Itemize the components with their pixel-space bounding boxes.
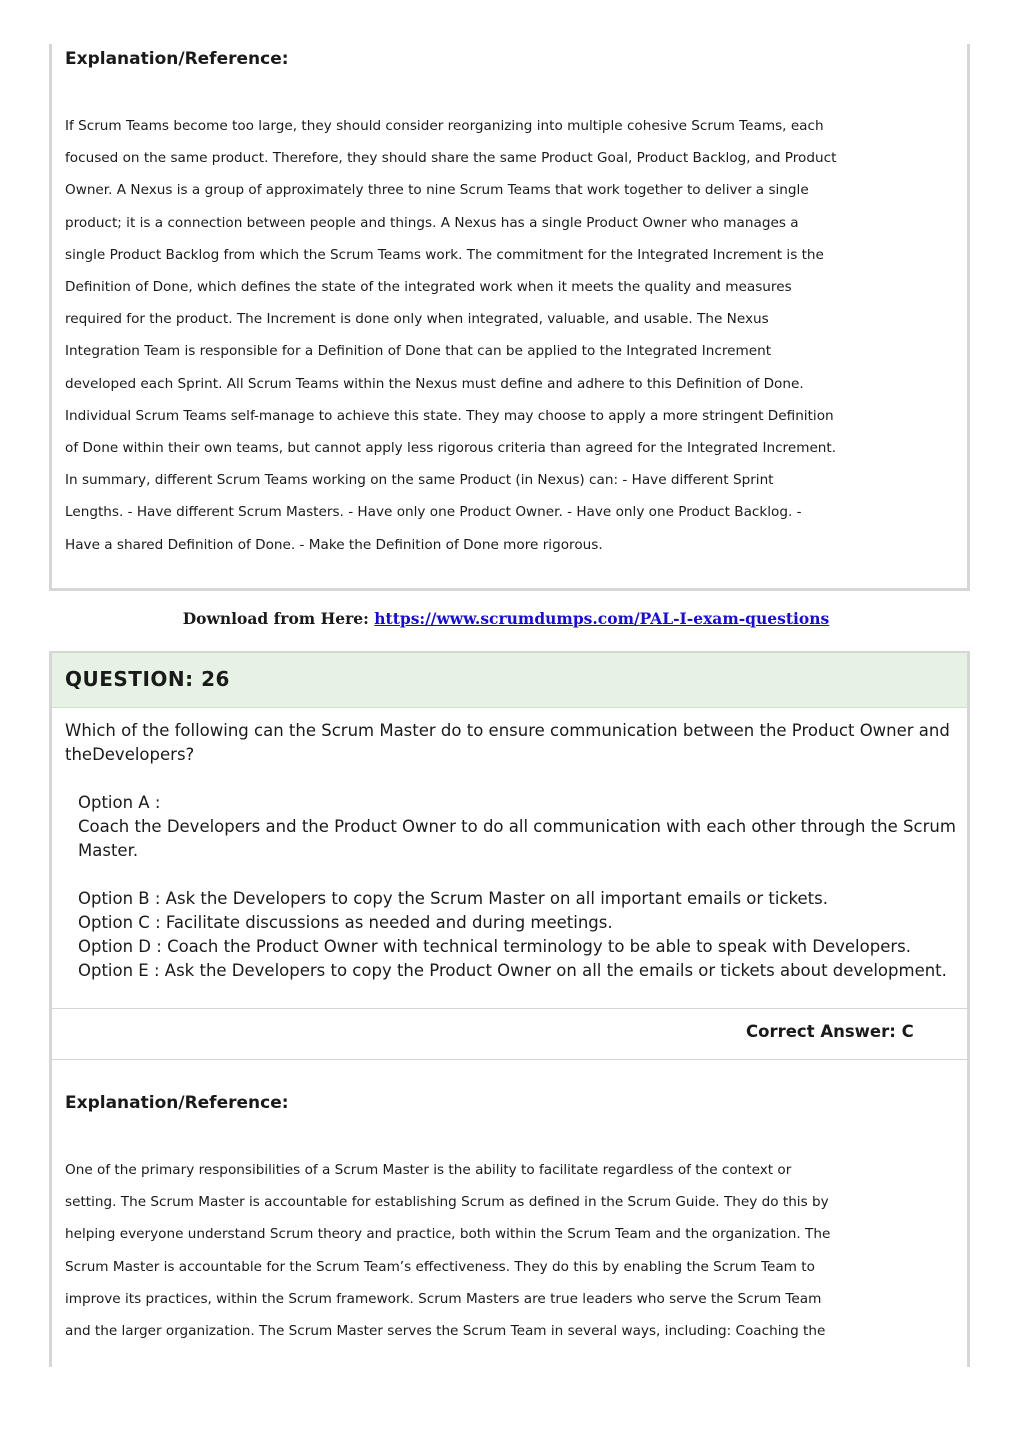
explanation-line: single Product Backlog from which the Scrum Teams work. The commitment for the Integrated Increment is the [65, 246, 824, 263]
explanation-line: Definition of Done, which defines the state of the integrated work when it meets the quality and measures [65, 279, 792, 296]
explanation-line: improve its practices, within the Scrum framework. Scrum Masters are true leaders who serve the Scrum Team [65, 1290, 822, 1307]
question-text: Which of the following can the Scrum Master do to ensure communication between the Product Owner and theDevelopers? [65, 721, 950, 764]
explanation-line: required for the product. The Increment is done only when integrated, valuable, and usable. The Nexus [65, 311, 769, 328]
explanation-text-top [65, 110, 865, 561]
explanation-line: of Done within their own teams, but cannot apply less rigorous criteria than agreed for the Integrated Increment. [65, 440, 837, 457]
option-e: Option E : Ask the Developers to copy the Product Owner on all the emails or tickets about development. [78, 961, 947, 980]
explanation-heading-bottom: Explanation/Reference: [65, 1093, 289, 1113]
question-title: QUESTION: 26 [65, 667, 230, 691]
explanation-line: Individual Scrum Teams self-manage to achieve this state. They may choose to apply a more stringent Definition [65, 407, 834, 424]
option-b: Option B : Ask the Developers to copy the Scrum Master on all important emails or tickets. [78, 889, 828, 908]
explanation-heading-top: Explanation/Reference: [65, 49, 289, 69]
explanation-line: setting. The Scrum Master is accountable for establishing Scrum as defined in the Scrum Guide. They do this by [65, 1194, 829, 1211]
question-header [52, 653, 967, 708]
option-spacer [78, 863, 958, 887]
option-d: Option D : Coach the Product Owner with technical terminology to be able to speak with Developers. [78, 937, 911, 956]
option-c: Option C : Facilitate discussions as needed and during meetings. [78, 913, 613, 932]
explanation-line: product; it is a connection between people and things. A Nexus has a single Product Owner who manages a [65, 214, 799, 231]
answer-divider-bottom [52, 1059, 967, 1060]
explanation-line: Owner. A Nexus is a group of approximately three to nine Scrum Teams that work together to deliver a single [65, 182, 809, 199]
explanation-line: and the larger organization. The Scrum Master serves the Scrum Team in several ways, including: Coaching the [65, 1323, 826, 1340]
explanation-line: One of the primary responsibilities of a Scrum Master is the ability to facilitate regardless of the context or [65, 1162, 792, 1178]
explanation-line: Integration Team is responsible for a Definition of Done that can be applied to the Integrated Increment [65, 343, 772, 360]
option-a-label: Option A : [78, 793, 161, 812]
explanation-line: If Scrum Teams become too large, they should consider reorganizing into multiple cohesive Scrum Teams, each [65, 118, 824, 134]
option-a-text: Coach the Developers and the Product Owner to do all communication with each other through the Scrum Master. [78, 817, 956, 860]
explanation-text-bottom [65, 1154, 865, 1347]
explanation-line: Lengths. - Have different Scrum Masters. - Have only one Product Owner. - Have only one Product Backlog. - [65, 504, 802, 521]
download-label: Download from Here: [182, 609, 375, 628]
download-line [0, 609, 1012, 628]
explanation-line: focused on the same product. Therefore, they should share the same Product Goal, Product Backlog, and Product [65, 150, 837, 167]
explanation-line: Scrum Master is accountable for the Scrum Team’s effectiveness. They do this by enabling the Scrum Team to [65, 1258, 815, 1275]
options-list [78, 791, 958, 983]
explanation-line: Have a shared Definition of Done. - Make the Definition of Done more rigorous. [65, 536, 603, 553]
explanation-line: In summary, different Scrum Teams working on the same Product (in Nexus) can: - Have different Sprint [65, 472, 774, 489]
answer-divider-top [52, 1008, 967, 1009]
correct-answer: Correct Answer: C [746, 1022, 914, 1041]
explanation-line: helping everyone understand Scrum theory and practice, both within the Scrum Team and the organization. The [65, 1226, 831, 1243]
explanation-line: developed each Sprint. All Scrum Teams within the Nexus must define and adhere to this Definition of Done. [65, 375, 804, 392]
download-link[interactable]: https://www.scrumdumps.com/PAL-I-exam-questions [374, 609, 830, 628]
